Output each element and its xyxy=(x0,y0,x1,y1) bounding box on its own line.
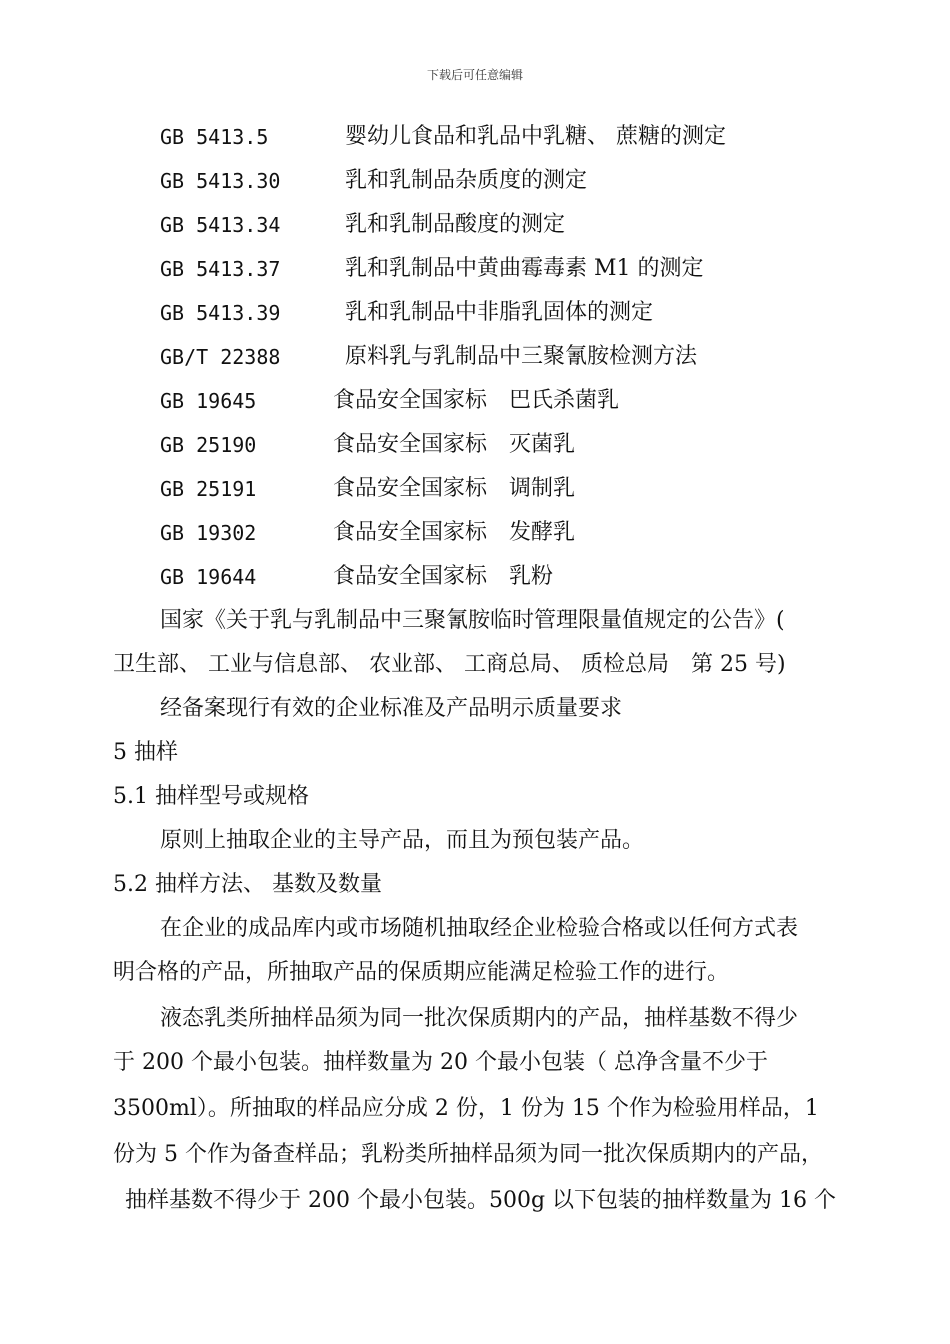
standard-title: 食品安全国家标 调制乳 xyxy=(333,476,576,501)
paragraph-line: 明合格的产品，所抽取产品的保质期应能满足检验工作的进行。 xyxy=(113,960,730,985)
section-5-2-heading: 5.2 抽样方法、 基数及数量 xyxy=(113,872,382,897)
paragraph-line: 3500ml）。所抽取的样品应分成 2 份，1 份为 15 个作为检验用样品，1 xyxy=(113,1096,819,1121)
standard-code: GB 19302 xyxy=(160,521,257,545)
standard-code: GB 5413.30 xyxy=(160,169,281,193)
paragraph-line: 在企业的成品库内或市场随机抽取经企业检验合格或以任何方式表 xyxy=(160,916,799,941)
section-5-1-body: 原则上抽取企业的主导产品，而且为预包装产品。 xyxy=(160,828,645,853)
standard-code: GB 19644 xyxy=(160,565,257,589)
notice-line-1: 国家《关于乳与乳制品中三聚氰胺临时管理限量值规定的公告》( xyxy=(160,608,785,633)
standard-code: GB 5413.34 xyxy=(160,213,281,237)
standard-title: 食品安全国家标 巴氏杀菌乳 xyxy=(333,388,620,413)
paragraph-line: 抽样基数不得少于 200 个最小包装。500g 以下包装的抽样数量为 16 个 xyxy=(125,1188,837,1213)
standard-code: GB 19645 xyxy=(160,389,257,413)
page-header: 下载后可任意编辑 xyxy=(426,68,523,82)
standard-code: GB 5413.5 xyxy=(160,125,269,149)
standard-title: 乳和乳制品杂质度的测定 xyxy=(345,168,588,193)
standard-title: 乳和乳制品中非脂乳固体的测定 xyxy=(345,300,654,325)
standard-title: 食品安全国家标 发酵乳 xyxy=(333,520,576,545)
filed-standard: 经备案现行有效的企业标准及产品明示质量要求 xyxy=(160,696,623,721)
standard-code: GB 5413.39 xyxy=(160,301,281,325)
section-5-1-heading: 5.1 抽样型号或规格 xyxy=(113,784,309,809)
standard-code: GB/T 22388 xyxy=(160,345,281,369)
standard-title: 原料乳与乳制品中三聚氰胺检测方法 xyxy=(345,344,698,369)
standard-title: 食品安全国家标 灭菌乳 xyxy=(333,432,576,457)
standard-title: 乳和乳制品中黄曲霉毒素 M1 的测定 xyxy=(345,256,704,281)
paragraph-line: 份为 5 个作为备查样品；乳粉类所抽样品须为同一批次保质期内的产品， xyxy=(113,1142,823,1167)
standard-code: GB 25191 xyxy=(160,477,257,501)
standard-code: GB 5413.37 xyxy=(160,257,281,281)
standard-code: GB 25190 xyxy=(160,433,257,457)
standard-title: 婴幼儿食品和乳品中乳糖、 蔗糖的测定 xyxy=(345,124,726,149)
section-5-heading: 5 抽样 xyxy=(113,740,178,765)
notice-line-2: 卫生部、 工业与信息部、 农业部、 工商总局、 质检总局 第 25 号) xyxy=(113,652,786,677)
standard-title: 食品安全国家标 乳粉 xyxy=(333,564,554,589)
standard-title: 乳和乳制品酸度的测定 xyxy=(345,212,566,237)
paragraph-line: 液态乳类所抽样品须为同一批次保质期内的产品，抽样基数不得少 xyxy=(160,1006,799,1031)
paragraph-line: 于 200 个最小包装。抽样数量为 20 个最小包装（ 总净含量不少于 xyxy=(113,1050,768,1075)
